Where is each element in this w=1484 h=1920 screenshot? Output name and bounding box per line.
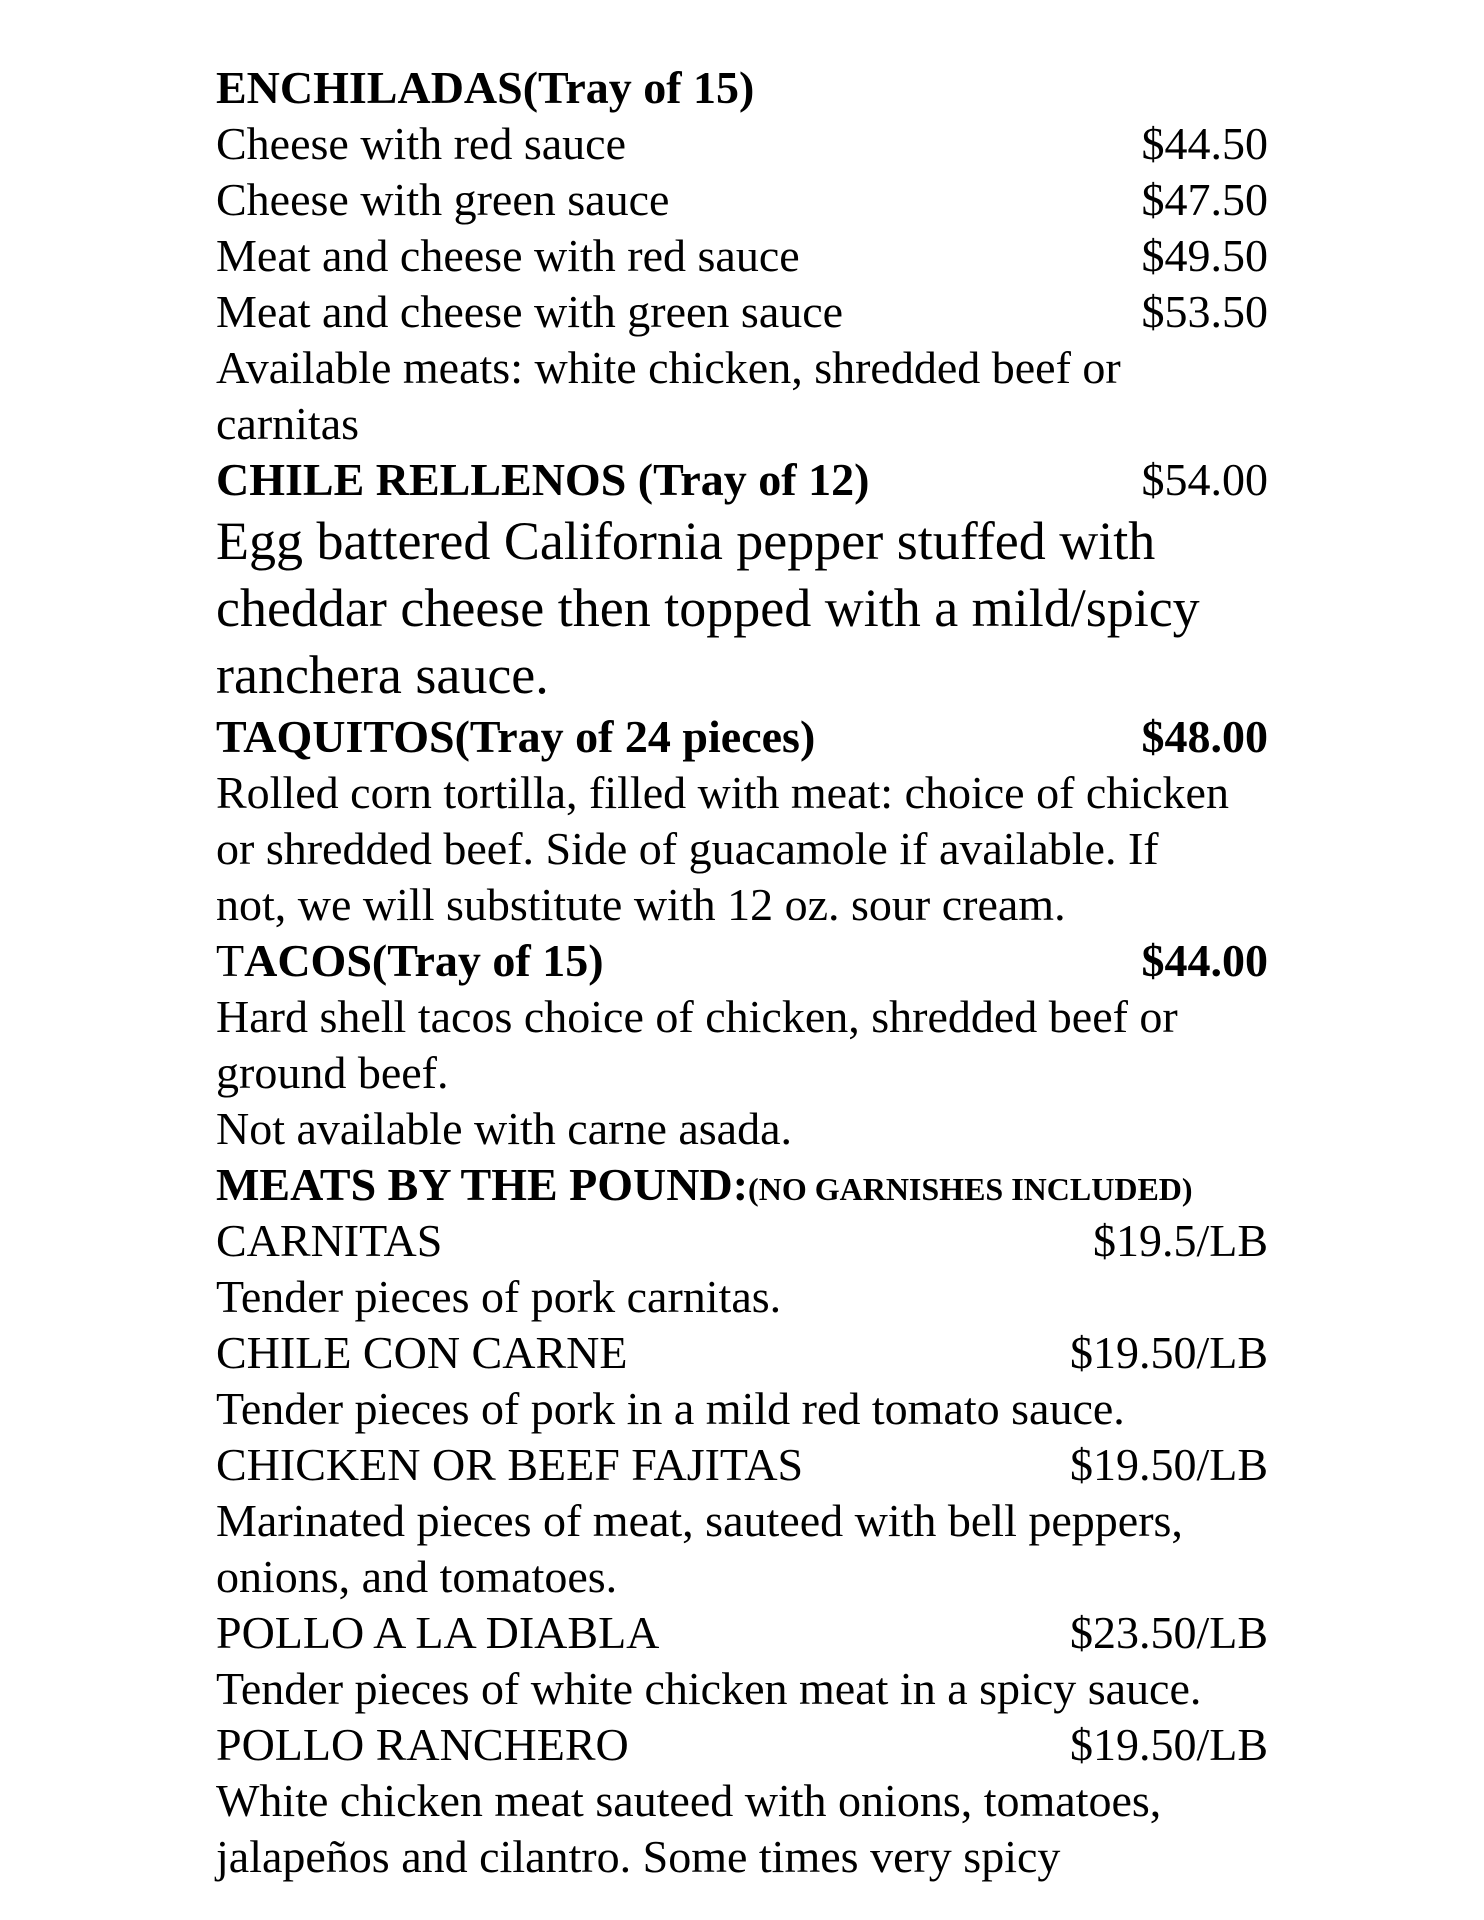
item-price: $44.50: [1141, 118, 1268, 169]
meat-name: CARNITAS: [216, 1215, 443, 1266]
taquitos-description-line: not, we will substitute with 12 oz. sour cream.: [216, 879, 1066, 930]
item-price: $49.50: [1141, 230, 1268, 281]
tacos-description-line: ground beef.: [216, 1047, 449, 1098]
tacos-description-line: Not available with carne asada.: [216, 1103, 793, 1154]
tacos-title: [216, 933, 604, 989]
meats-title-group: [216, 1157, 1193, 1217]
menu-item: [216, 284, 1268, 340]
chile-rellenos-description-line: Egg battered California pepper stuffed with: [216, 511, 1156, 571]
meat-price: $19.50/LB: [1069, 1439, 1268, 1490]
tacos-title-rest: ACOS(Tray of 15): [244, 935, 604, 986]
meat-description-line: White chicken meat sauteed with onions, tomatoes,: [216, 1775, 1162, 1826]
meat-description-line: Tender pieces of pork carnitas.: [216, 1271, 782, 1322]
meat-item: [216, 1437, 1268, 1493]
meat-name: POLLO RANCHERO: [216, 1719, 629, 1770]
meats-title: MEATS BY THE POUND:: [216, 1159, 749, 1210]
item-price: $47.50: [1141, 174, 1268, 225]
meat-description-line: Marinated pieces of meat, sauteed with bell peppers,: [216, 1495, 1183, 1546]
chile-rellenos-title: CHILE RELLENOS (Tray of 12): [216, 454, 870, 505]
enchiladas-heading: [216, 60, 1286, 116]
meat-description-line: Tender pieces of white chicken meat in a spicy sauce.: [216, 1663, 1202, 1714]
meat-name: CHICKEN OR BEEF FAJITAS: [216, 1439, 804, 1490]
meat-price: $19.5/LB: [1092, 1215, 1268, 1266]
menu-page: [216, 60, 1286, 1885]
enchiladas-note-line: Available meats: white chicken, shredded beef or: [216, 342, 1121, 393]
meat-item: [216, 1717, 1268, 1773]
chile-rellenos-heading: [216, 452, 1268, 508]
item-name: Cheese with red sauce: [216, 118, 627, 169]
tacos-heading: [216, 933, 1268, 989]
menu-item: [216, 172, 1268, 228]
meat-price: $19.50/LB: [1069, 1719, 1268, 1770]
chile-rellenos-description-line: cheddar cheese then topped with a mild/spicy: [216, 578, 1200, 638]
tacos-description-line: Hard shell tacos choice of chicken, shredded beef or: [216, 991, 1178, 1042]
meat-item: [216, 1325, 1268, 1381]
meats-heading: [216, 1157, 1286, 1213]
meat-description-line: onions, and tomatoes.: [216, 1551, 618, 1602]
menu-item: [216, 116, 1268, 172]
taquitos-heading: [216, 709, 1268, 765]
item-name: Meat and cheese with green sauce: [216, 286, 844, 337]
tacos-title-initial: T: [216, 935, 245, 986]
meat-description-line: Tender pieces of pork in a mild red tomato sauce.: [216, 1383, 1125, 1434]
enchiladas-note-line: carnitas: [216, 398, 360, 449]
item-name: Meat and cheese with red sauce: [216, 230, 800, 281]
item-name: Cheese with green sauce: [216, 174, 670, 225]
tacos-price: $44.00: [1141, 935, 1268, 986]
meat-name: CHILE CON CARNE: [216, 1327, 628, 1378]
meat-name: POLLO A LA DIABLA: [216, 1607, 660, 1658]
chile-rellenos-description-line: ranchera sauce.: [216, 645, 549, 705]
meat-description-line: jalapeños and cilantro. Some times very spicy: [216, 1831, 1061, 1882]
chile-rellenos-price: $54.00: [1141, 454, 1268, 505]
meat-price: $19.50/LB: [1069, 1327, 1268, 1378]
menu-item: [216, 228, 1268, 284]
taquitos-description-line: Rolled corn tortilla, filled with meat: choice of chicken: [216, 767, 1229, 818]
taquitos-title: TAQUITOS(Tray of 24 pieces): [216, 711, 816, 762]
meats-subtitle: (NO GARNISHES INCLUDED): [748, 1171, 1193, 1207]
meat-price: $23.50/LB: [1069, 1607, 1268, 1658]
taquitos-price: $48.00: [1141, 711, 1268, 762]
taquitos-description-line: or shredded beef. Side of guacamole if available. If: [216, 823, 1159, 874]
meat-item: [216, 1605, 1268, 1661]
enchiladas-title: ENCHILADAS(Tray of 15): [216, 62, 755, 113]
meat-item: [216, 1213, 1268, 1269]
item-price: $53.50: [1141, 286, 1268, 337]
